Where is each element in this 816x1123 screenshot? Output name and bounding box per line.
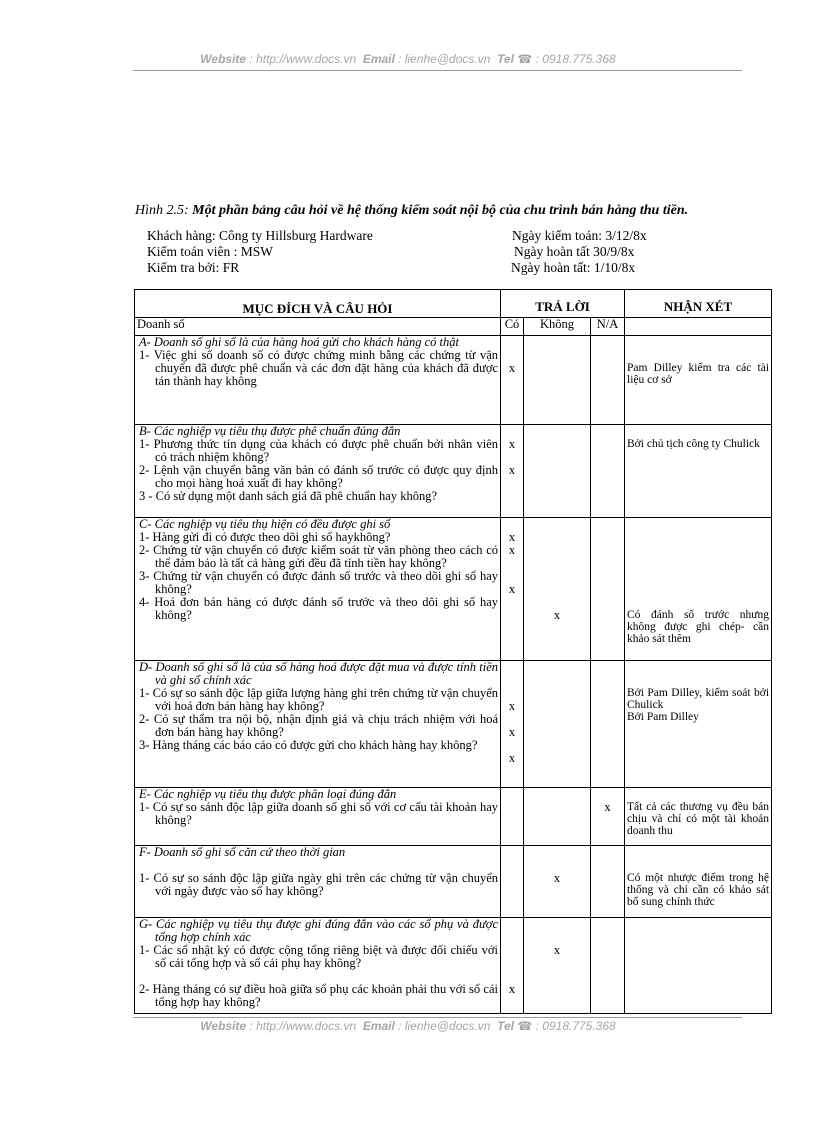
answer-mark: x [508,751,516,765]
question: 3- Hàng tháng các báo cáo có được gửi cho khách hàng hay không? [139,738,478,752]
phone-icon: ☎ [517,1019,533,1033]
section-row [135,518,772,661]
question: 1- Các sổ nhật ký có được cộng tổng riêng biệt và được đối chiếu với sổ cái tổng hợp và sổ cái phụ hay không? [139,943,498,970]
question: 3- Chứng từ vận chuyển có được đánh số trước và theo dõi ghi sổ hay không? [139,569,498,596]
header-no: Không [524,318,591,336]
question: 4- Hoá đơn bán hàng có được đánh số trước và theo dõi ghi sổ hay không? [139,595,498,622]
answer-mark: x [508,437,516,451]
question: 1- Có sự so sánh độc lập giữa doanh số ghi sổ với cơ cấu tài khoản hay không? [139,800,498,827]
section-title: A- Doanh số ghi sổ là của hàng hoá gửi cho khách hàng có thật [139,335,459,349]
question: 1- Phương thức tín dụng của khách có được phê chuẩn bởi nhân viên có trách nhiệm không? [139,437,498,464]
header-yes: Có [501,318,524,336]
reviewer-line: Kiểm tra bởi: FR [147,260,240,275]
question: 1- Hàng gửi đi có được theo dõi ghi sổ haykhông? [139,530,391,544]
header-rule [133,70,742,71]
phone-icon: ☎ [517,52,533,66]
section-row [135,336,772,425]
section-title: D- Doanh số ghi sổ là của số hàng hoá được đặt mua và được tính tiền và ghi sổ chính xác [139,660,498,687]
comment: Pam Dilley kiểm tra các tài liệu cơ sở [627,362,770,386]
email-label: Email [362,52,395,66]
header-purpose: MỤC ĐÍCH VÀ CÂU HỎI [135,290,501,318]
answer-mark: x [508,582,516,596]
answer-mark: x [508,463,516,477]
question: 3 - Có sử dụng một danh sách giá đã phê chuẩn hay không? [139,489,438,503]
question: 1- Có sự so sánh độc lập giữa lượng hàng ghi trên chứng từ vận chuyển với hoá đơn bán hàng hay không? [139,686,498,713]
section-title: C- Các nghiệp vụ tiêu thụ hiện có đều được ghi sổ [139,517,391,531]
audit-date-line: Ngày kiểm toán: 3/12/8x [512,228,647,243]
tel-label: Tel [497,1019,514,1033]
answer-mark: x [508,530,516,544]
section-row [135,918,772,1014]
client-line: Khách hàng: Công ty Hillsburg Hardware [147,228,373,243]
comment: Có đánh số trước nhưng không được ghi chép- cần khảo sát thêm [627,609,770,645]
comment: Có một nhược điểm trong hệ thống và chỉ cần có khảo sát bổ sung chính thức [627,872,770,908]
website-label: Website [200,52,247,66]
section-title: G- Các nghiệp vụ tiêu thụ được ghi đúng đắn vào các sổ phụ và được tổng hợp chính xác [139,917,498,944]
auditor-line: Kiểm toán viên : MSW [147,244,273,259]
question: 2- Chứng từ vận chuyển có được kiểm soát từ văn phòng theo cách có thể đảm bảo là tất cả hàng gửi đều đã tính tiền hay không? [139,543,498,570]
header-comment: NHẬN XÉT [625,290,772,318]
section-row [135,846,772,918]
comment: Bởi Pam Dilley [627,711,699,723]
subject-cell: Doanh số [135,318,501,336]
comment: Bởi Pam Dilley, kiểm soát bởi Chulick [627,687,770,711]
question: 2- Lệnh vận chuyển bằng văn bản có đánh số trước có được quy định cho mọi hàng hoá xuất đi hay không? [139,463,498,490]
header-na: N/A [591,318,625,336]
email-label: Email [362,1019,395,1033]
question: 2- Hàng tháng có sự điều hoà giữa sổ phụ các khoản phải thu với sổ cái tổng hợp hay không? [139,982,498,1009]
caption-label: Hình 2.5: [135,203,189,218]
page-footer [0,1019,816,1033]
email-value: : lienhe@docs.vn [398,52,491,66]
question: 2- Có sự thẩm tra nội bộ, nhận định giá và chịu trách nhiệm với hoá đơn bán hàng hay không? [139,712,498,739]
answer-mark: x [508,725,516,739]
question: 1- Có sự so sánh độc lập giữa ngày ghi trên các chứng từ vận chuyển với ngày được vào sổ hay không? [139,871,498,898]
answer-mark: x [508,699,516,713]
answer-mark: x [553,608,561,622]
comment: Bởi chủ tịch công ty Chulick [627,438,760,450]
tel-value: : 0918.775.368 [535,1019,616,1033]
page-header [0,52,816,66]
section-title: B- Các nghiệp vụ tiêu thụ được phê chuẩn đúng đắn [139,424,401,438]
footer-rule [133,1017,742,1018]
answer-mark: x [604,800,611,814]
section-title: E- Các nghiệp vụ tiêu thụ được phân loại đúng đắn [139,787,397,801]
section-row [135,788,772,846]
questionnaire-table [134,289,772,1014]
answer-mark: x [553,943,561,957]
section-row [135,425,772,518]
tel-label: Tel [497,52,514,66]
website-label: Website [200,1019,247,1033]
answer-mark: x [508,543,516,557]
tel-value: : 0918.775.368 [535,52,616,66]
complete-date-1-line: Ngày hoàn tất 30/9/8x [514,244,635,259]
question: 1- Việc ghi sổ doanh số có được chứng minh bằng các chứng từ vận chuyển đã được phê chuẩn và các đơn đặt hàng của khách đã được tán thành hay không [139,348,498,388]
comment: Tất cả các thương vụ đều bán chịu và chỉ có một tài khoản doanh thu [627,801,770,837]
answer-mark: x [508,982,516,996]
answer-mark: x [553,871,561,885]
header-answer: TRẢ LỜI [501,290,625,318]
answer-mark: x [508,361,516,375]
website-value: : http://www.docs.vn [249,52,357,66]
email-value: : lienhe@docs.vn [398,1019,491,1033]
section-row [135,661,772,788]
caption-title: Một phần bảng câu hỏi về hệ thống kiểm soát nội bộ của chu trình bán hàng thu tiền. [192,203,689,218]
website-value: : http://www.docs.vn [249,1019,357,1033]
complete-date-2-line: Ngày hoàn tất: 1/10/8x [511,260,636,275]
section-title: F- Doanh số ghi sổ căn cứ theo thời gian [139,845,346,859]
figure-caption [135,203,688,219]
